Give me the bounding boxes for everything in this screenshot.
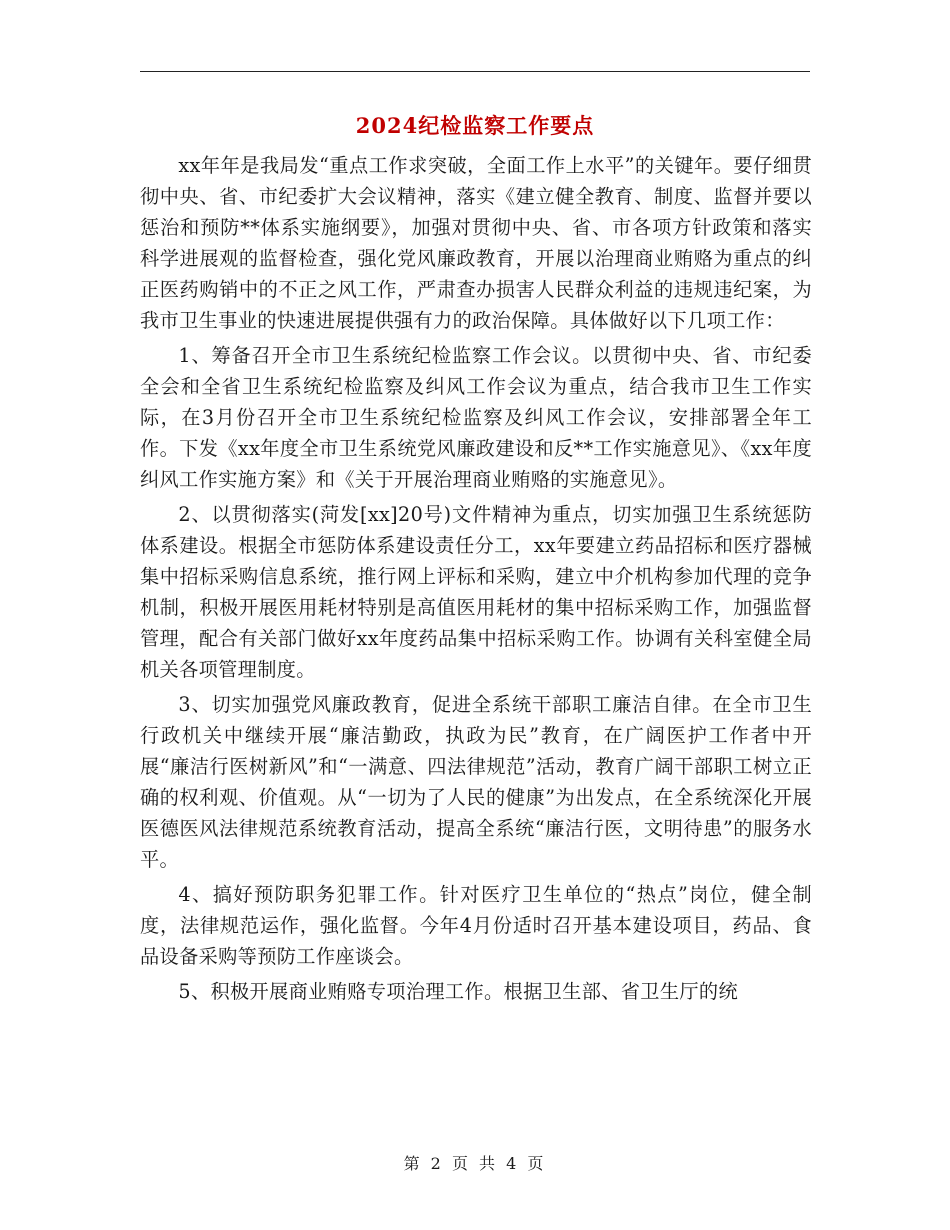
item-2-paragraph: 2、以贯彻落实(菏发[xx]20号)文件精神为重点，切实加强卫生系统惩防体系建设。根据全市惩防体系建设责任分工，xx年要建立药品招标和医疗器械集中招标采购信息系统，推行网上评标和采购，建立中介机构参加代理的竞争机制，积极开展医用耗材特别是高值医用耗材的集中招标采购工作，加强监督管理，配合有关部门做好xx年度药品集中招标采购工作。协调有关科室健全局机关各项管理制度。 [140, 503, 812, 681]
document-title: 2024纪检监察工作要点 [355, 113, 595, 138]
item-3-paragraph: 3、切实加强党风廉政教育，促进全系统干部职工廉洁自律。在全市卫生行政机关中继续开展“廉洁勤政，执政为民”教育，在广阔医护工作者中开展“廉洁行医树新风”和“一满意、四法律规范”活动，教育广阔干部职工树立正确的权利观、价值观。从“一切为了人民的健康”为出发点，在全系统深化开展医德医风法律规范系统教育活动，提高全系统“廉洁行医，文明待患”的服务水平。 [140, 693, 812, 871]
item-5-paragraph: 5、积极开展商业贿赂专项治理工作。根据卫生部、省卫生厅的统 [178, 980, 738, 1003]
intro-paragraph: xx年年是我局发“重点工作求突破，全面工作上水平”的关键年。要仔细贯彻中央、省、市纪委扩大会议精神，落实《建立健全教育、制度、监督并要以惩治和预防**体系实施纲要》，加强对贯彻中央、省、市各项方针政策和落实科学进展观的监督检查，强化党风廉政教育，开展以治理商业贿赂为重点的纠正医药购销中的不正之风工作，严肃查办损害人民群众利益的违规违纪案，为我市卫生事业的快速进展提供强有力的政治保障。具体做好以下几项工作： [140, 154, 812, 332]
page-number: 第 2 页 共 4 页 [403, 1154, 547, 1173]
item-4-paragraph: 4、搞好预防职务犯罪工作。针对医疗卫生单位的“热点”岗位，健全制度，法律规范运作，强化监督。今年4月份适时召开基本建设项目，药品、食品设备采购等预防工作座谈会。 [140, 883, 812, 968]
document-body [140, 150, 812, 1011]
header-rule [140, 71, 810, 72]
item-1-paragraph: 1、筹备召开全市卫生系统纪检监察工作会议。以贯彻中央、省、市纪委全会和全省卫生系统纪检监察及纠风工作会议为重点，结合我市卫生工作实际，在3月份召开全市卫生系统纪检监察及纠风工作会议，安排部署全年工作。下发《xx年度全市卫生系统党风廉政建设和反**工作实施意见》、《xx年度纠风工作实施方案》和《关于开展治理商业贿赂的实施意见》。 [140, 344, 812, 491]
